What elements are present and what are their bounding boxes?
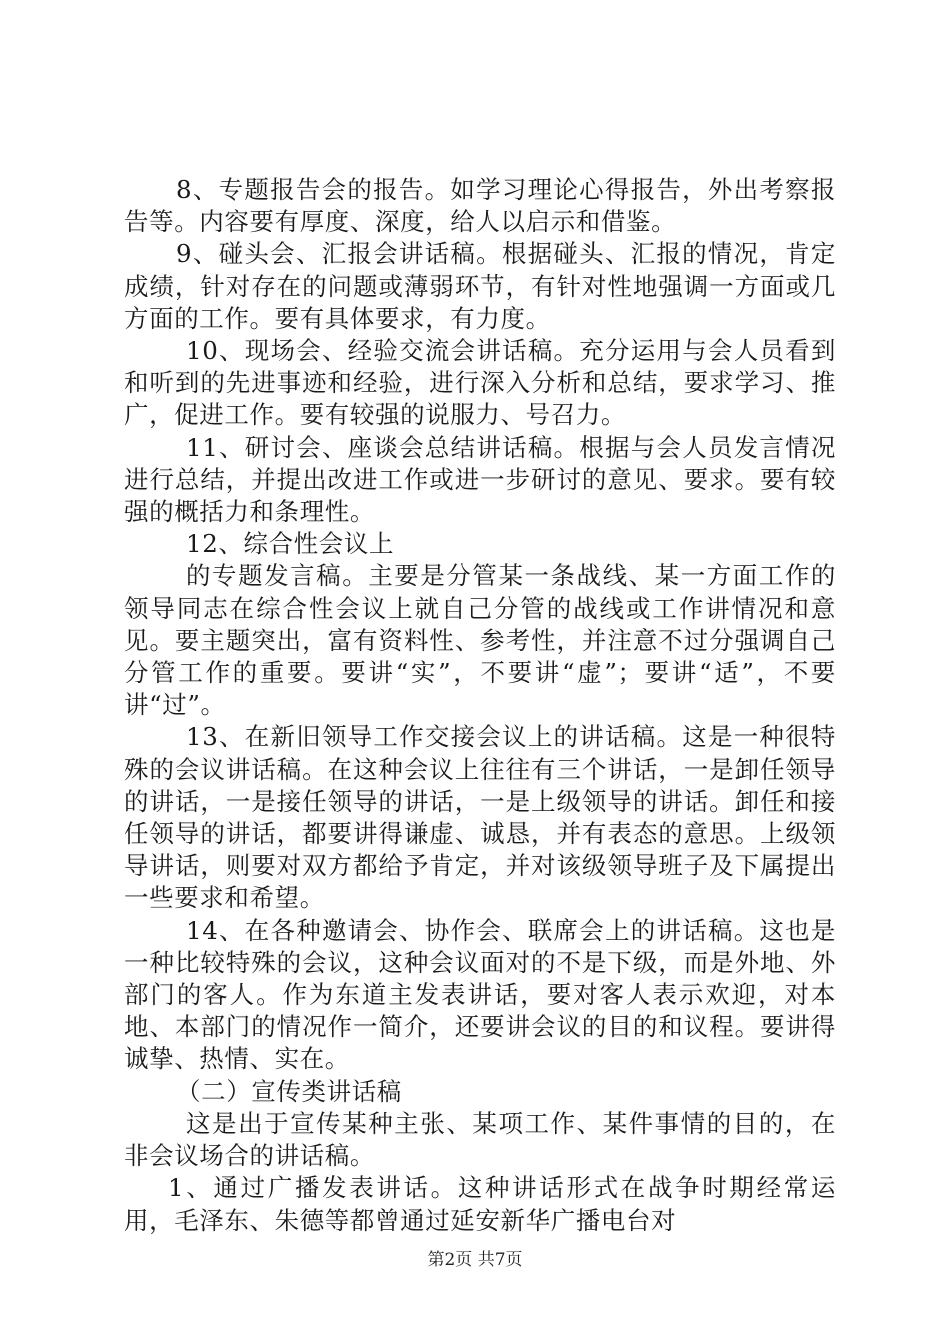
section-heading-propaganda: （二）宣传类讲话稿 [176, 1076, 402, 1106]
paragraph-propaganda-intro: 这是出于宣传某种主张、某项工作、某件事情的目的，在非会议场合的讲话稿。 [124, 1108, 836, 1171]
paragraph-13: 13、在新旧领导工作交接会议上的讲话稿。这是一种很特殊的会议讲话稿。在这种会议上往往有三个讲话，一是卸任领导的讲话，一是接任领导的讲话，一是上级领导的讲话。卸任和接任领导的讲话，都要讲得谦虚、诚恳，并有表态的意思。上级领导讲话，则要对双方都给予肯定，并对该级领导班子及下属提出一些要求和希望。 [124, 722, 836, 913]
paragraph-8: 8、专题报告会的报告。如学习理论心得报告，外出考察报告等。内容要有厚度、深度，给人以启示和借鉴。 [124, 175, 836, 237]
document-body [124, 174, 836, 1237]
page-number-footer: 第2页 共7页 [427, 1250, 523, 1270]
paragraph-10: 10、现场会、经验交流会讲话稿。充分运用与会人员看到和听到的先进事迹和经验，进行深入分析和总结，要求学习、推广，促进工作。要有较强的说服力、号召力。 [124, 336, 836, 430]
paragraph-broadcast: 1、通过广播发表讲话。这种讲话形式在战争时期经常运用，毛泽东、朱德等都曾通过延安新华广播电台对 [124, 1173, 836, 1235]
paragraph-9: 9、碰头会、汇报会讲话稿。根据碰头、汇报的情况，肯定成绩，针对存在的问题或薄弱环节，有针对性地强调一方面或几方面的工作。要有具体要求，有力度。 [124, 239, 836, 333]
paragraph-12-body: 的专题发言稿。主要是分管某一条战线、某一方面工作的领导同志在综合性会议上就自己分管的战线或工作讲情况和意见。要主题突出，富有资料性、参考性，并注意不过分强调自己分管工作的重要。要讲“实”，不要讲“虚”；要讲“适”，不要讲“过”。 [124, 561, 836, 720]
paragraph-12-heading: 12、综合性会议上 [186, 529, 395, 559]
paragraph-14: 14、在各种邀请会、协作会、联席会上的讲话稿。这也是一种比较特殊的会议，这种会议面对的不是下级，而是外地、外部门的客人。作为东道主发表讲话，要对客人表示欢迎，对本地、本部门的情况作一简介，还要讲会议的目的和议程。要讲得诚挚、热情、实在。 [124, 915, 836, 1074]
paragraph-11: 11、研讨会、座谈会总结讲话稿。根据与会人员发言情况进行总结，并提出改进工作或进一步研讨的意见、要求。要有较强的概括力和条理性。 [124, 432, 836, 527]
